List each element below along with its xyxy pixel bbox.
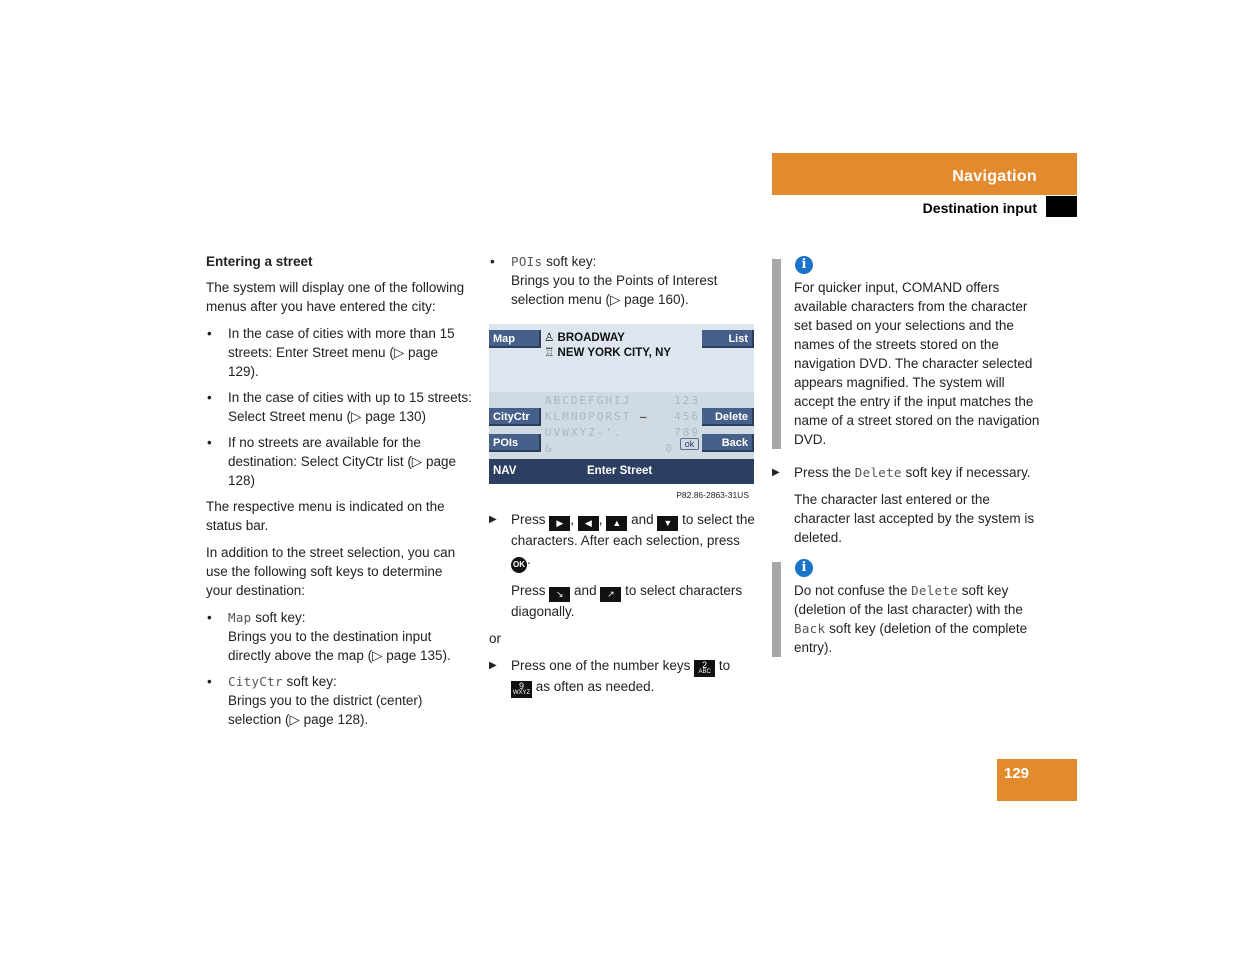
- list-item: • In the case of cities with more than 15 streets: Enter Street menu (▷ page 129).: [206, 324, 472, 381]
- status-note: The respective menu is indicated on the status bar.: [206, 499, 445, 533]
- step-text: to: [718, 658, 731, 673]
- step-text: Press: [511, 512, 546, 527]
- section-header: [772, 196, 1077, 217]
- number-key-2-icon: [694, 660, 715, 677]
- softkey-desc: Brings you to the district (center) selection (▷ page 128).: [228, 693, 423, 727]
- cursor: –: [639, 410, 649, 423]
- ok-key-icon: OK: [511, 557, 527, 573]
- status-nav: NAV: [493, 465, 517, 477]
- instruction-substep: [489, 581, 757, 621]
- keyboard-chars[interactable]: KLMNOPQRST: [545, 410, 632, 423]
- keyboard-row[interactable]: ABCDEFGHIJ: [545, 394, 632, 407]
- info-icon: i: [795, 256, 813, 274]
- step-text: soft key if necessary.: [901, 465, 1031, 480]
- number-row[interactable]: 456: [674, 410, 700, 423]
- street-icon: ♙: [544, 332, 555, 344]
- softkey-back[interactable]: Back: [702, 434, 754, 452]
- softkey-name: CityCtr: [228, 674, 283, 689]
- info-icon: i: [795, 559, 813, 577]
- step-text: .: [527, 552, 531, 567]
- image-code: P82.86-2863-31US: [676, 490, 749, 500]
- softkey-pois[interactable]: POIs: [489, 434, 541, 452]
- status-bar: [489, 459, 754, 484]
- arrow-up-key-icon: ▲: [606, 516, 627, 531]
- diagonal-up-key-icon: ↗: [600, 587, 621, 602]
- arrow-down-key-icon: ▼: [657, 516, 678, 531]
- heading-entering-street: Entering a street: [206, 254, 313, 269]
- softkey-list: [206, 608, 472, 729]
- note-text: For quicker input, COMAND offers available characters from the character set based on your selections and the names of the streets stored on the navigation DVD. The character selected appears magnified. The system will accept the entry if the input matches the name of a street stored on the navigation DVD.: [794, 280, 1040, 447]
- keyboard-row[interactable]: UVWXYZ-'.: [545, 426, 623, 439]
- key-letters: WXYZ: [512, 690, 531, 696]
- comand-screen: [489, 324, 754, 484]
- softkeys-intro: In addition to the street selection, you can use the following soft keys to determine your destination:: [206, 545, 456, 598]
- softkey-map[interactable]: Map: [489, 330, 541, 348]
- note-text-part: soft key (deletion of the last character) with the: [794, 583, 1023, 617]
- screen-address: [544, 331, 671, 361]
- keyboard-row[interactable]: &: [545, 442, 554, 455]
- number-row[interactable]: 123: [674, 394, 700, 407]
- step-text: Press one of the number keys: [511, 658, 691, 673]
- softkey-delete[interactable]: Delete: [702, 408, 754, 426]
- instruction-step: ▶ Press ▶ , ◀ , ▲ and ▼ to select the characters. After each selection, press OK .: [489, 510, 757, 573]
- note-text-part: Do not confuse the: [794, 583, 912, 598]
- pois-list: [489, 252, 757, 309]
- softkey-list[interactable]: List: [702, 330, 754, 348]
- city-icon: ♖: [544, 347, 555, 359]
- softkey-desc: Brings you to the Points of Interest selection menu (▷ page 160).: [511, 273, 718, 307]
- list-item: • If no streets are available for the destination: Select CityCtr list (▷ page 128): [206, 433, 472, 490]
- arrow-left-key-icon: ◀: [578, 516, 599, 531]
- softkey-suffix: soft key:: [282, 674, 337, 689]
- step-result: The character last entered or the character last accepted by the system is deleted.: [794, 492, 1035, 545]
- note-text: [794, 581, 1040, 657]
- intro-paragraph: The system will display one of the following menus after you have entered the city:: [206, 280, 465, 314]
- triangle-right-icon: ▶: [489, 660, 497, 671]
- softkey-name: Delete: [911, 583, 959, 598]
- softkey-name: Delete: [854, 465, 902, 480]
- page-number: 129: [1004, 765, 1030, 782]
- number-row[interactable]: 0: [665, 442, 674, 455]
- step-text: as often as needed.: [535, 679, 655, 694]
- menu-list: [206, 324, 472, 490]
- number-key-9-icon: [511, 681, 532, 698]
- softkey-suffix: soft key:: [542, 254, 597, 269]
- instruction-step: [772, 463, 1040, 482]
- info-note: [772, 555, 1040, 657]
- section-marker: [1046, 196, 1077, 217]
- list-item: [206, 672, 472, 729]
- note-bar: [772, 259, 781, 449]
- softkey-cityctr[interactable]: CityCtr: [489, 408, 541, 426]
- diagonal-down-key-icon: ↘: [549, 587, 570, 602]
- chapter-header: [772, 153, 1077, 195]
- status-menu-name: Enter Street: [587, 465, 653, 477]
- step-text: to select the characters. After each selection, press: [511, 512, 755, 548]
- column-right: [772, 252, 1040, 671]
- list-item: [206, 608, 472, 665]
- softkey-suffix: soft key:: [251, 610, 306, 625]
- column-left: [206, 252, 472, 736]
- key-letters: ABC: [698, 669, 711, 675]
- street-name: BROADWAY: [557, 332, 625, 344]
- key-number: 2: [702, 660, 708, 670]
- section-title: Destination input: [922, 200, 1037, 216]
- softkey-name: POIs: [511, 254, 543, 269]
- info-note: [772, 252, 1040, 449]
- arrow-right-key-icon: ▶: [549, 516, 570, 531]
- or-text: or: [489, 631, 502, 646]
- chapter-title: Navigation: [952, 168, 1037, 185]
- step-text: Press: [511, 583, 546, 598]
- number-row[interactable]: 789: [674, 426, 700, 439]
- note-text-part: soft key (deletion of the complete entry).: [794, 621, 1028, 655]
- list-item: [489, 252, 757, 309]
- note-bar: [772, 562, 781, 657]
- page-number-box: [997, 759, 1077, 801]
- list-item: • In the case of cities with up to 15 streets: Select Street menu (▷ page 130): [206, 388, 472, 426]
- column-middle: [489, 252, 757, 706]
- step-text: and: [631, 512, 654, 527]
- city-name: NEW YORK CITY, NY: [557, 347, 672, 359]
- triangle-right-icon: ▶: [489, 514, 497, 525]
- instruction-step: [489, 656, 757, 698]
- step-text: to select characters diagonally.: [511, 583, 743, 619]
- key-number: 9: [518, 681, 524, 691]
- step-text: Press the: [794, 465, 852, 480]
- ok-key[interactable]: ok: [680, 438, 699, 450]
- step-text: and: [574, 583, 597, 598]
- triangle-right-icon: ▶: [772, 467, 780, 478]
- softkey-desc: Brings you to the destination input directly above the map (▷ page 135).: [228, 629, 451, 663]
- softkey-name: Map: [228, 610, 252, 625]
- softkey-name: Back: [794, 621, 826, 636]
